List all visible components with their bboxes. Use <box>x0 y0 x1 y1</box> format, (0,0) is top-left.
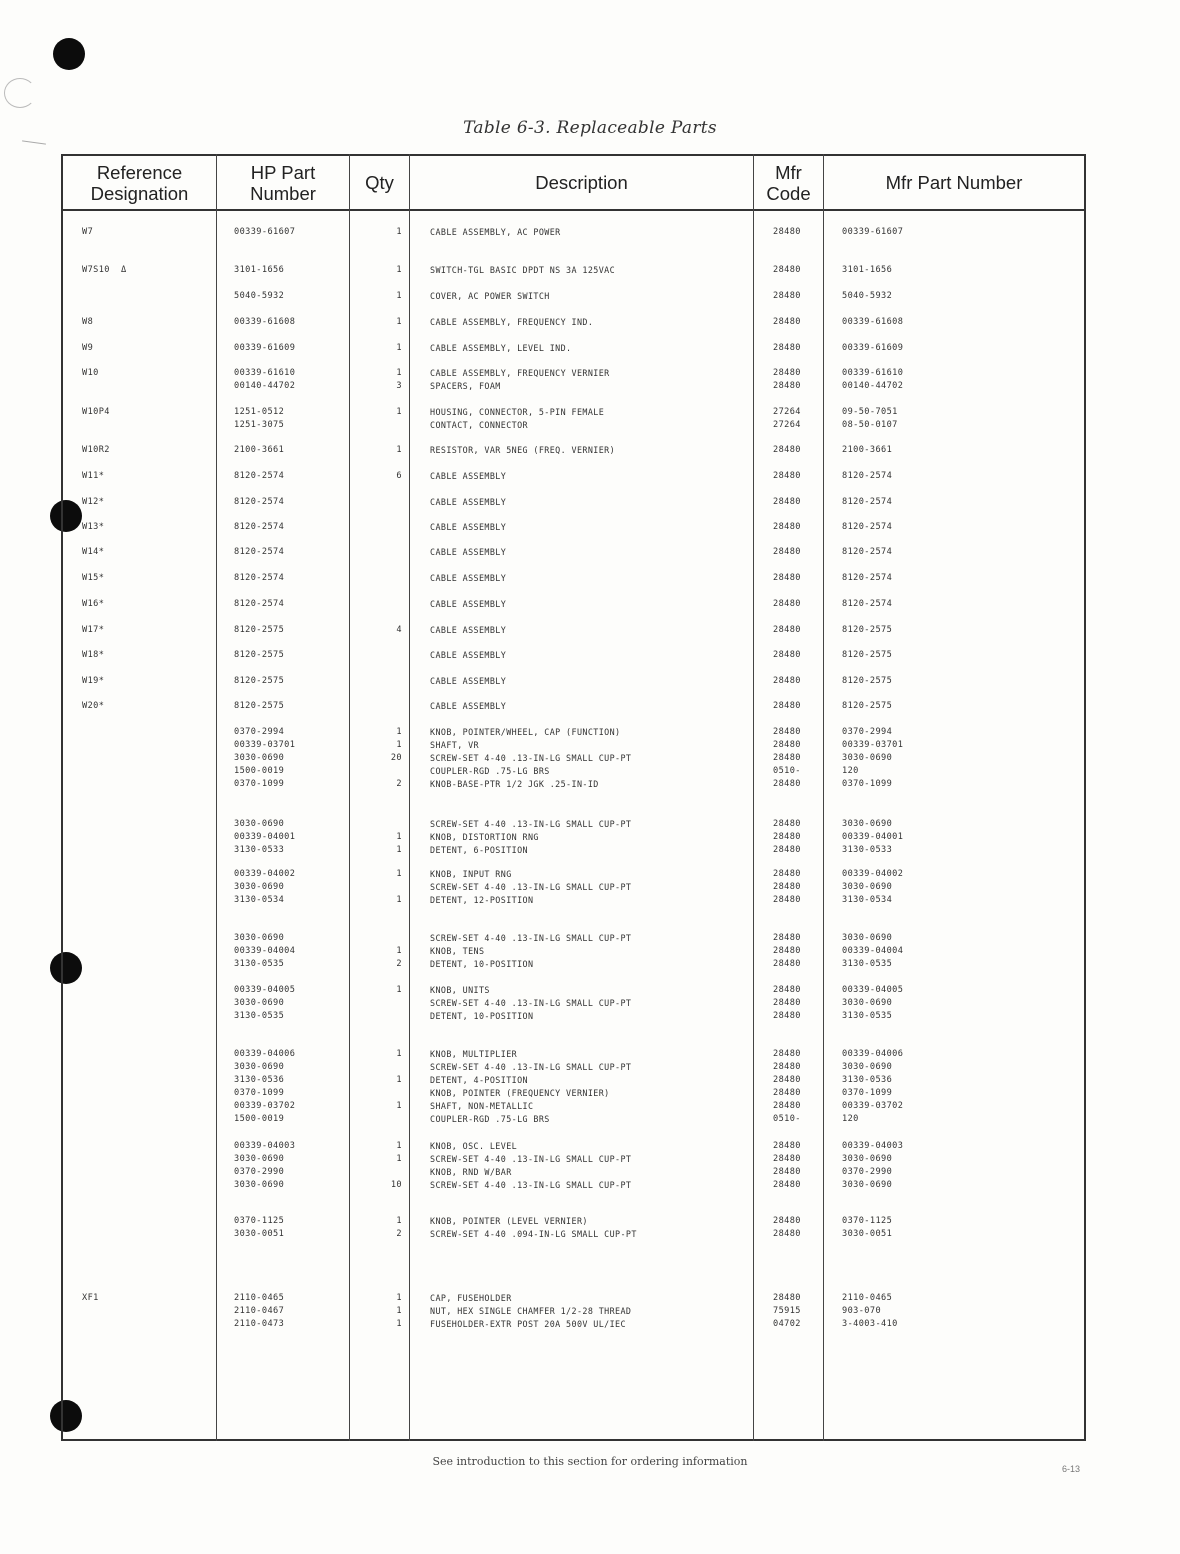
cell-description: CABLE ASSEMBLY <box>430 547 507 557</box>
cell-mfr-part: 00339-61610 00140-44702 <box>842 368 904 391</box>
cell-description: KNOB, POINTER (LEVEL VERNIER) SCREW-SET 4-40 .094-IN-LG SMALL CUP-PT <box>430 1216 637 1239</box>
cell-description: CABLE ASSEMBLY, LEVEL IND. <box>430 343 572 353</box>
col-divider-1 <box>216 154 217 1441</box>
cell-ref: W20* <box>82 701 105 711</box>
cell-mfr-code: 28480 <box>773 676 801 686</box>
cell-mfr-part: 8120-2574 <box>842 522 893 532</box>
cell-description: CABLE ASSEMBLY, FREQUENCY IND. <box>430 317 594 327</box>
cell-hp-part: 00339-04002 3030-0690 3130-0534 <box>234 869 296 905</box>
cell-hp-part: 3030-0690 00339-04001 3130-0533 <box>234 819 296 855</box>
cell-mfr-code: 28480 <box>773 445 801 455</box>
col-divider-4 <box>753 154 754 1441</box>
cell-hp-part: 8120-2574 <box>234 471 285 481</box>
cell-description: KNOB, INPUT RNG SCREW-SET 4-40 .13-IN-LG SMALL CUP-PT DETENT, 12-POSITION <box>430 869 632 905</box>
header-ref: Reference Designation <box>90 161 189 204</box>
cell-ref: W10R2 <box>82 445 110 455</box>
cell-mfr-part: 00339-04002 3030-0690 3130-0534 <box>842 869 904 905</box>
cell-ref: W17* <box>82 625 105 635</box>
cell-mfr-code: 28480 <box>773 625 801 635</box>
cell-description: CABLE ASSEMBLY, AC POWER <box>430 227 561 237</box>
header-description: Description <box>535 172 628 193</box>
cell-description: CABLE ASSEMBLY <box>430 701 507 711</box>
cell-qty: 6 <box>396 471 402 481</box>
table-title: Table 6-3. Replaceable Parts <box>463 118 717 138</box>
cell-hp-part: 00339-61609 <box>234 343 296 353</box>
cell-hp-part: 00339-61610 00140-44702 <box>234 368 296 391</box>
cell-description: CABLE ASSEMBLY <box>430 599 507 609</box>
margin-mark <box>22 140 46 144</box>
cell-mfr-code: 28480 28480 28480 <box>773 819 801 855</box>
cell-qty: 1 1 20 2 <box>390 727 402 789</box>
cell-ref: W7 <box>82 227 94 237</box>
header-mfr-code: Mfr Code <box>766 161 811 204</box>
header-qty: Qty <box>365 172 394 193</box>
cell-mfr-part: 00339-61609 <box>842 343 904 353</box>
cell-hp-part: 00339-04005 3030-0690 3130-0535 <box>234 985 296 1021</box>
cell-mfr-code: 28480 28480 28480 <box>773 933 801 969</box>
cell-hp-part: 0370-2994 00339-03701 3030-0690 1500-0019 0370-1099 <box>234 727 296 789</box>
header-mfr-part: Mfr Part Number <box>885 172 1023 193</box>
cell-ref: W10P4 <box>82 407 110 417</box>
cell-description: CABLE ASSEMBLY <box>430 650 507 660</box>
cell-qty: 1 2 <box>396 1216 402 1239</box>
cell-hp-part: 8120-2574 <box>234 497 285 507</box>
cell-mfr-code: 28480 <box>773 265 801 275</box>
cell-mfr-part: 8120-2574 <box>842 497 893 507</box>
cell-qty: 1 <box>396 317 402 327</box>
cell-mfr-part: 8120-2574 <box>842 573 893 583</box>
cell-ref: W16* <box>82 599 105 609</box>
cell-hp-part: 2100-3661 <box>234 445 285 455</box>
cell-mfr-part: 5040-5932 <box>842 291 893 301</box>
header-divider <box>61 209 1086 211</box>
cell-mfr-code: 28480 28480 28480 <box>773 869 801 905</box>
cell-mfr-part: 3030-0690 00339-04004 3130-0535 <box>842 933 904 969</box>
cell-hp-part: 8120-2574 <box>234 547 285 557</box>
cell-ref: W8 <box>82 317 94 327</box>
cell-mfr-code: 28480 28480 <box>773 1216 801 1239</box>
cell-qty: 1 1 10 <box>390 1141 402 1190</box>
cell-mfr-part: 0370-2994 00339-03701 3030-0690 120 0370-1099 <box>842 727 904 789</box>
cell-hp-part: 2110-0465 2110-0467 2110-0473 <box>234 1293 285 1329</box>
cell-description: SWITCH-TGL BASIC DPDT NS 3A 125VAC <box>430 265 616 275</box>
cell-hp-part: 8120-2575 <box>234 676 285 686</box>
cell-ref: W7S10 Δ <box>82 265 127 275</box>
cell-qty: 1 <box>396 445 402 455</box>
cell-hp-part: 8120-2575 <box>234 625 285 635</box>
cell-hp-part: 00339-61608 <box>234 317 296 327</box>
cell-hp-part: 00339-04006 3030-0690 3130-0536 0370-1099 00339-03702 1500-0019 <box>234 1049 296 1124</box>
cell-qty: 1 3 <box>396 368 402 391</box>
page-number: 6-13 <box>1062 1464 1081 1474</box>
cell-mfr-code: 28480 <box>773 522 801 532</box>
cell-description: CABLE ASSEMBLY <box>430 497 507 507</box>
footer-note: See introduction to this section for ordering information <box>432 1455 748 1468</box>
cell-qty: 1 <box>396 343 402 353</box>
cell-mfr-part: 8120-2575 <box>842 676 893 686</box>
cell-hp-part: 3101-1656 <box>234 265 285 275</box>
cell-qty: 1 1 <box>396 869 402 905</box>
cell-mfr-part: 00339-04005 3030-0690 3130-0535 <box>842 985 904 1021</box>
cell-mfr-part: 8120-2574 <box>842 599 893 609</box>
cell-ref: W18* <box>82 650 105 660</box>
cell-mfr-code: 28480 <box>773 317 801 327</box>
cell-mfr-part: 8120-2574 <box>842 471 893 481</box>
cell-description: KNOB, POINTER/WHEEL, CAP (FUNCTION) SHAFT, VR SCREW-SET 4-40 .13-IN-LG SMALL CUP-PT COUPLER-RGD .75-LG BRS KNOB-BASE-PTR 1/2 JGK .25-IN-ID <box>430 727 632 789</box>
cell-mfr-code: 28480 <box>773 227 801 237</box>
cell-qty: 1 <box>396 227 402 237</box>
cell-hp-part: 8120-2574 <box>234 599 285 609</box>
cell-description: CABLE ASSEMBLY <box>430 522 507 532</box>
cell-hp-part: 00339-04003 3030-0690 0370-2990 3030-0690 <box>234 1141 296 1190</box>
cell-mfr-code: 28480 <box>773 471 801 481</box>
col-divider-3 <box>409 154 410 1441</box>
cell-ref: W15* <box>82 573 105 583</box>
cell-description: KNOB, MULTIPLIER SCREW-SET 4-40 .13-IN-LG SMALL CUP-PT DETENT, 4-POSITION KNOB, POINTER (FREQUENCY VERNIER) SHAFT, NON-METALLIC COUPLER-RGD .75-LG BRS <box>430 1049 632 1124</box>
cell-description: SCREW-SET 4-40 .13-IN-LG SMALL CUP-PT KNOB, TENS DETENT, 10-POSITION <box>430 933 632 969</box>
parts-table <box>61 154 1086 1441</box>
cell-mfr-part: 8120-2575 <box>842 650 893 660</box>
cell-mfr-part: 00339-04006 3030-0690 3130-0536 0370-1099 00339-03702 120 <box>842 1049 904 1124</box>
cell-description: CABLE ASSEMBLY <box>430 625 507 635</box>
cell-mfr-part: 09-50-7051 08-50-0107 <box>842 407 898 430</box>
cell-mfr-code: 27264 27264 <box>773 407 801 430</box>
cell-mfr-code: 28480 28480 28480 <box>773 985 801 1021</box>
cell-mfr-part: 3030-0690 00339-04001 3130-0533 <box>842 819 904 855</box>
cell-mfr-code: 28480 <box>773 701 801 711</box>
cell-mfr-code: 28480 <box>773 291 801 301</box>
cell-mfr-part: 00339-61608 <box>842 317 904 327</box>
cell-mfr-code: 28480 <box>773 547 801 557</box>
cell-description: CABLE ASSEMBLY <box>430 676 507 686</box>
ring-mark <box>4 78 36 108</box>
cell-ref: W14* <box>82 547 105 557</box>
cell-qty: 1 <box>396 291 402 301</box>
cell-hp-part: 3030-0690 00339-04004 3130-0535 <box>234 933 296 969</box>
cell-mfr-part: 8120-2575 <box>842 701 893 711</box>
cell-mfr-part: 3101-1656 <box>842 265 893 275</box>
cell-hp-part: 0370-1125 3030-0051 <box>234 1216 285 1239</box>
cell-ref: W12* <box>82 497 105 507</box>
col-divider-2 <box>349 154 350 1441</box>
cell-hp-part: 1251-0512 1251-3075 <box>234 407 285 430</box>
cell-description: CABLE ASSEMBLY <box>430 573 507 583</box>
cell-mfr-code: 28480 28480 28480 0510- 28480 <box>773 727 801 789</box>
cell-mfr-part: 00339-61607 <box>842 227 904 237</box>
cell-mfr-code: 28480 28480 <box>773 368 801 391</box>
cell-mfr-part: 2100-3661 <box>842 445 893 455</box>
cell-description: CABLE ASSEMBLY <box>430 471 507 481</box>
cell-mfr-code: 28480 <box>773 343 801 353</box>
cell-mfr-part: 2110-0465 903-070 3-4003-410 <box>842 1293 898 1329</box>
cell-description: COVER, AC POWER SWITCH <box>430 291 550 301</box>
cell-qty: 1 <box>396 407 402 417</box>
cell-mfr-part: 8120-2574 <box>842 547 893 557</box>
cell-mfr-part: 00339-04003 3030-0690 0370-2990 3030-0690 <box>842 1141 904 1190</box>
cell-qty: 4 <box>396 625 402 635</box>
cell-mfr-code: 28480 28480 28480 28480 <box>773 1141 801 1190</box>
cell-qty: 1 1 1 <box>396 1293 402 1329</box>
cell-mfr-part: 8120-2575 <box>842 625 893 635</box>
cell-mfr-code: 28480 75915 04702 <box>773 1293 801 1329</box>
cell-mfr-code: 28480 28480 28480 28480 28480 0510- <box>773 1049 801 1124</box>
cell-mfr-part: 0370-1125 3030-0051 <box>842 1216 893 1239</box>
cell-hp-part: 5040-5932 <box>234 291 285 301</box>
cell-ref: W10 <box>82 368 99 378</box>
header-hp-part: HP Part Number <box>250 161 316 204</box>
cell-hp-part: 8120-2575 <box>234 701 285 711</box>
cell-ref: W19* <box>82 676 105 686</box>
cell-hp-part: 8120-2574 <box>234 522 285 532</box>
cell-qty: 1 1 1 <box>396 1049 402 1111</box>
cell-qty: 1 1 <box>396 832 402 855</box>
cell-description: KNOB, OSC. LEVEL SCREW-SET 4-40 .13-IN-LG SMALL CUP-PT KNOB, RND W/BAR SCREW-SET 4-40 .13-IN-LG SMALL CUP-PT <box>430 1141 632 1190</box>
cell-ref: XF1 <box>82 1293 99 1303</box>
cell-description: KNOB, UNITS SCREW-SET 4-40 .13-IN-LG SMALL CUP-PT DETENT, 10-POSITION <box>430 985 632 1021</box>
cell-mfr-code: 28480 <box>773 497 801 507</box>
cell-hp-part: 8120-2575 <box>234 650 285 660</box>
cell-qty: 1 2 <box>396 946 402 969</box>
cell-qty: 1 <box>396 265 402 275</box>
cell-description: SCREW-SET 4-40 .13-IN-LG SMALL CUP-PT KNOB, DISTORTION RNG DETENT, 6-POSITION <box>430 819 632 855</box>
cell-description: RESISTOR, VAR 5NEG (FREQ. VERNIER) <box>430 445 616 455</box>
cell-ref: W11* <box>82 471 105 481</box>
cell-mfr-code: 28480 <box>773 599 801 609</box>
cell-qty: 1 <box>396 985 402 995</box>
cell-hp-part: 00339-61607 <box>234 227 296 237</box>
cell-description: CABLE ASSEMBLY, FREQUENCY VERNIER SPACERS, FOAM <box>430 368 610 391</box>
cell-hp-part: 8120-2574 <box>234 573 285 583</box>
binder-hole-top <box>53 38 85 70</box>
cell-ref: W13* <box>82 522 105 532</box>
col-divider-5 <box>823 154 824 1441</box>
cell-description: CAP, FUSEHOLDER NUT, HEX SINGLE CHAMFER 1/2-28 THREAD FUSEHOLDER-EXTR POST 20A 500V UL/IEC <box>430 1293 632 1329</box>
cell-description: HOUSING, CONNECTOR, 5-PIN FEMALE CONTACT, CONNECTOR <box>430 407 605 430</box>
cell-mfr-code: 28480 <box>773 650 801 660</box>
cell-ref: W9 <box>82 343 94 353</box>
cell-mfr-code: 28480 <box>773 573 801 583</box>
